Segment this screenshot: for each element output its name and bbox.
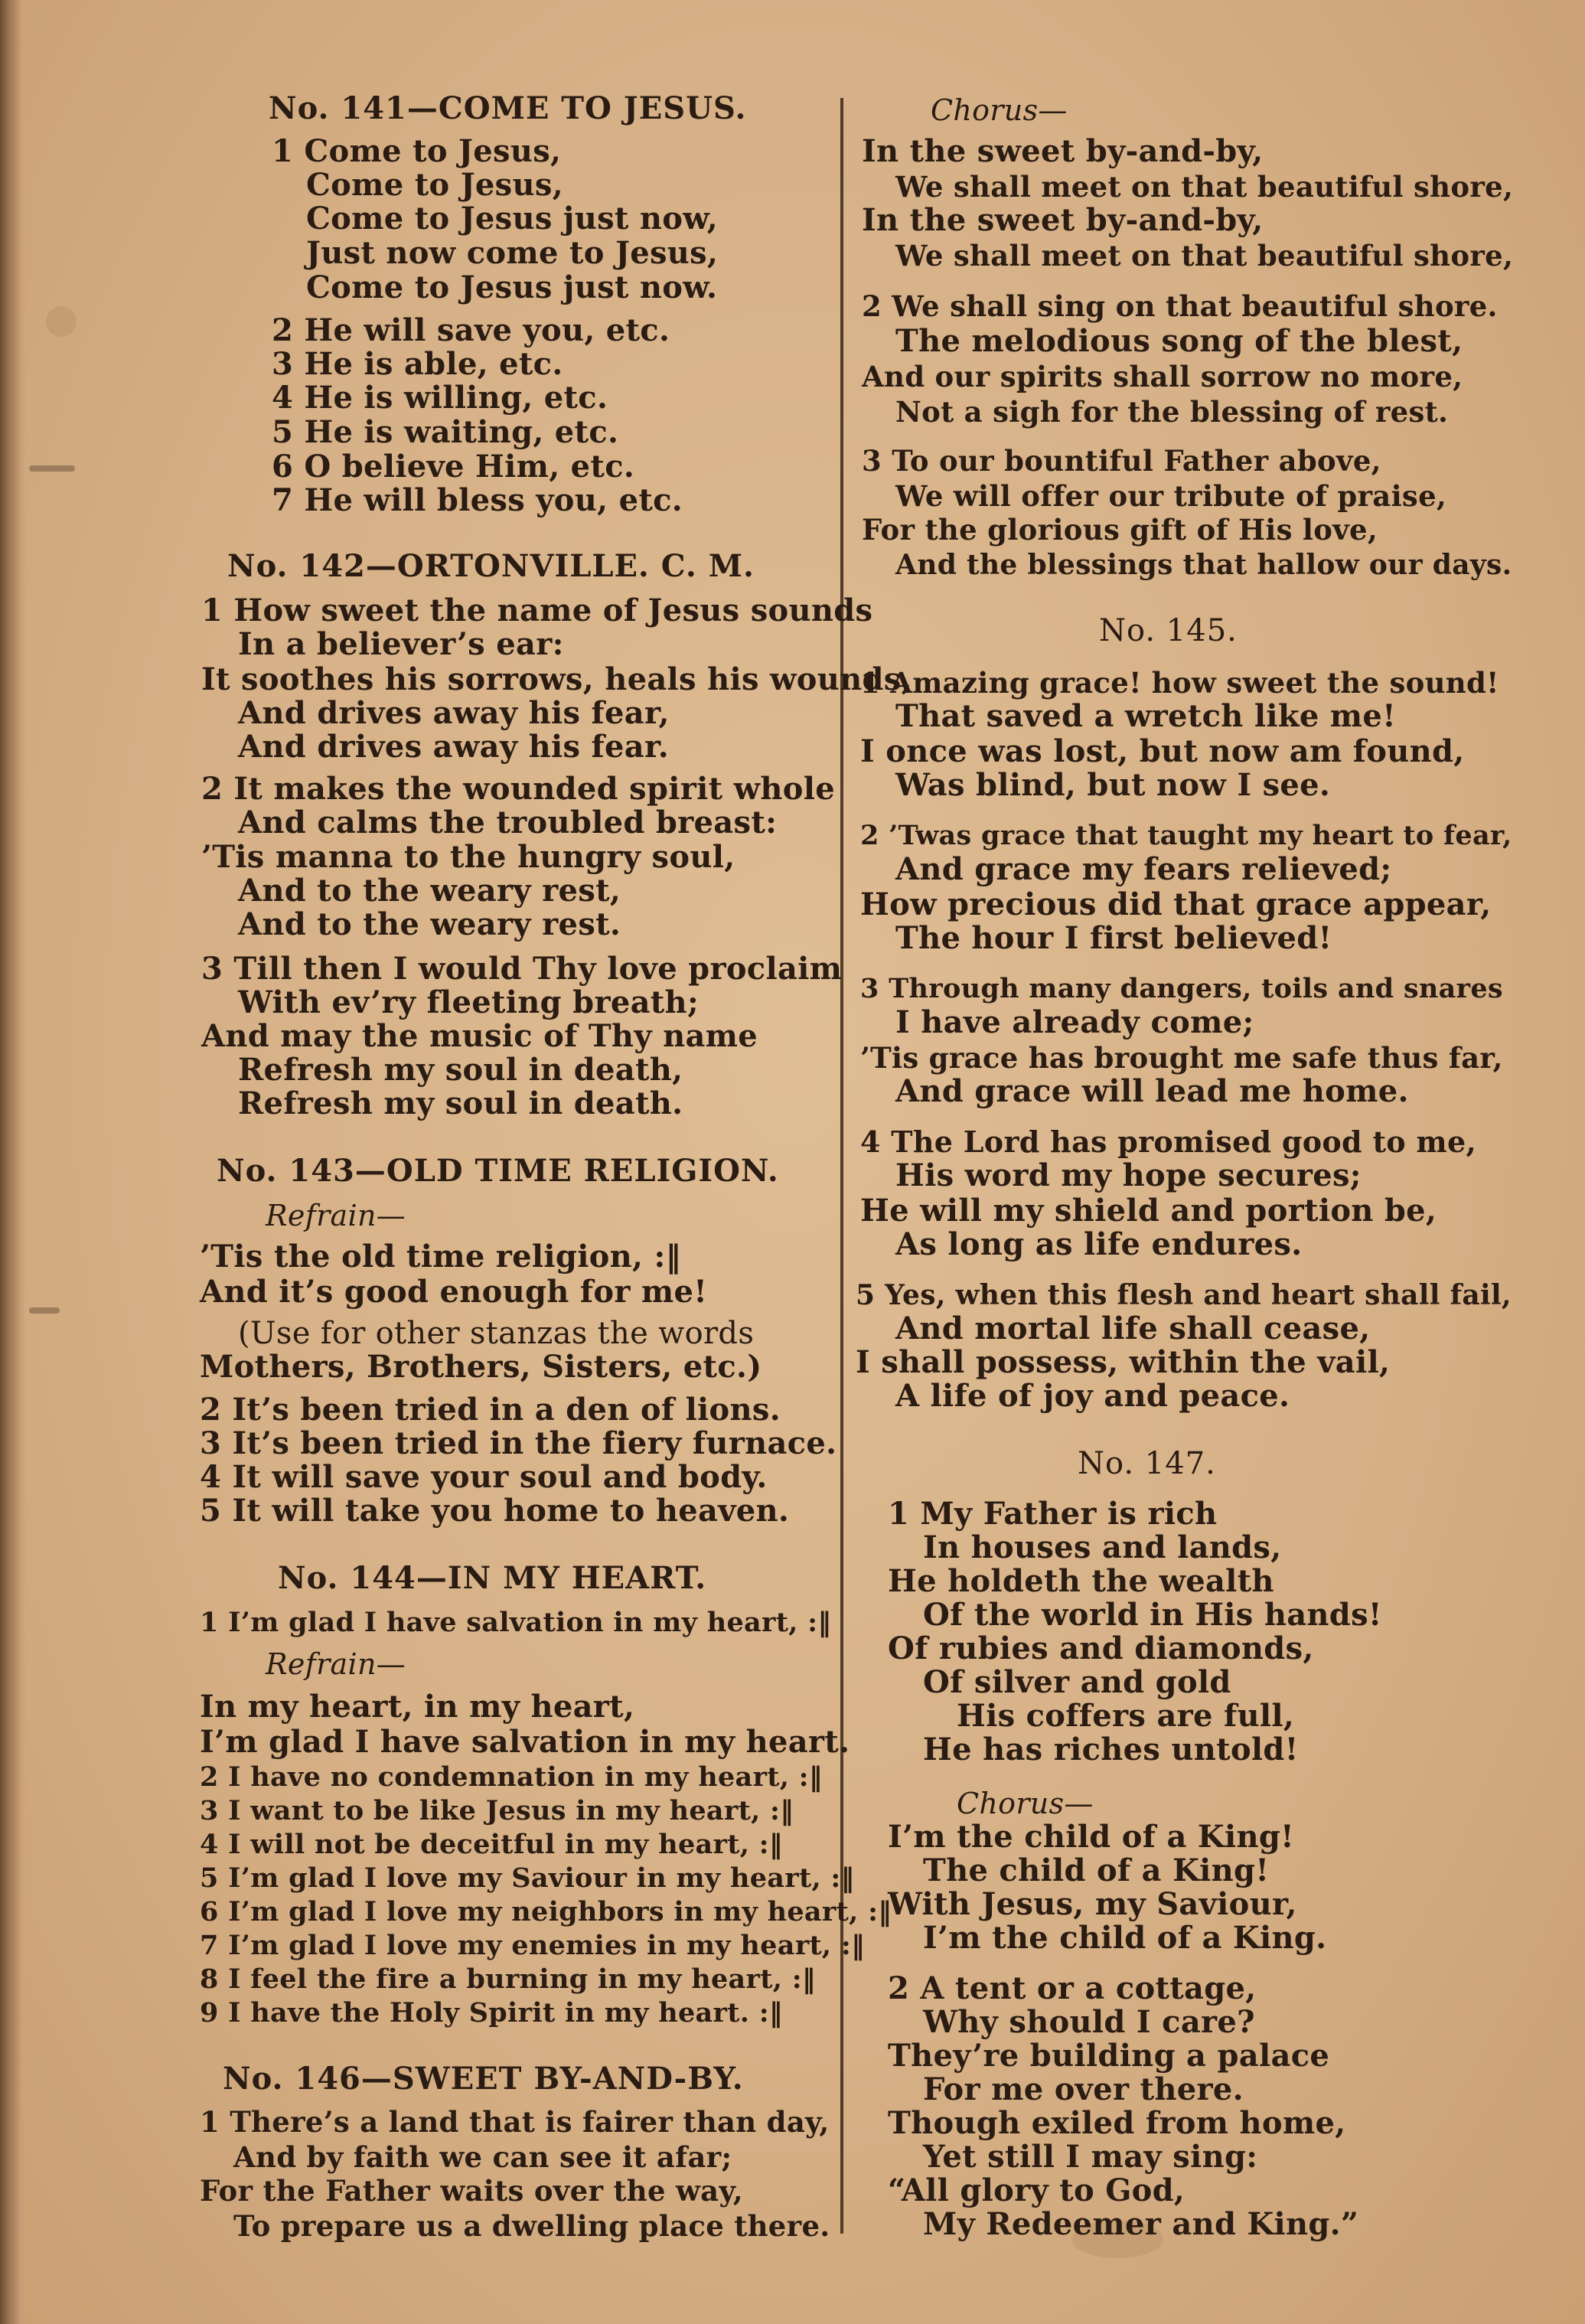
hymn-line: 4 I will not be deceitful in my heart, :‖ <box>200 1829 783 1860</box>
hymn-line: In the sweet by-and-by, <box>862 133 1264 169</box>
hymn-line: And by faith we can see it afar; <box>233 2140 732 2174</box>
hymn-line: 3 He is able, etc. <box>272 346 563 382</box>
hymn-line: His coffers are full, <box>957 1698 1295 1734</box>
hymn-line: And may the music of Thy name <box>201 1018 758 1054</box>
hymn-line: 2 He will save you, etc. <box>272 312 670 348</box>
page-mark <box>29 1307 60 1314</box>
hymn-line: 2 It’s been tried in a den of lions. <box>200 1392 781 1428</box>
hymn-line: He holdeth the wealth <box>888 1563 1274 1599</box>
hymn-line: I’m glad I have salvation in my heart. <box>200 1724 850 1760</box>
hymn-line: “All glory to God, <box>888 2172 1185 2208</box>
hymn-141-title: No. 141—COME TO JESUS. <box>269 90 747 126</box>
hymn-line: They’re building a palace <box>888 2038 1330 2074</box>
hymn-note: (Use for other stanzas the words <box>238 1316 755 1351</box>
chorus-label: Chorus— <box>931 93 1068 127</box>
hymn-line: 5 He is waiting, etc. <box>272 414 619 450</box>
paper-stain <box>46 306 77 337</box>
hymn-line: Come to Jesus just now, <box>306 201 718 237</box>
hymn-line: For the Father waits over the way, <box>200 2174 743 2208</box>
hymn-line: And mortal life shall cease, <box>895 1311 1371 1346</box>
refrain-label: Refrain— <box>266 1647 406 1681</box>
hymn-line: ’Tis manna to the hungry soul, <box>201 839 735 875</box>
refrain-label: Refrain— <box>266 1199 406 1232</box>
hymn-147-title: No. 147. <box>1078 1446 1216 1481</box>
hymn-line: ’Tis grace has brought me safe thus far, <box>860 1041 1503 1075</box>
hymn-line: 3 I want to be like Jesus in my heart, :‖ <box>200 1795 794 1826</box>
hymn-line: 9 I have the Holy Spirit in my heart. :‖ <box>200 1997 783 2029</box>
hymn-line: Why should I care? <box>923 2004 1255 2040</box>
hymn-line: A life of joy and peace. <box>895 1378 1290 1414</box>
hymn-145-title: No. 145. <box>1099 613 1238 648</box>
hymn-line: Just now come to Jesus, <box>306 235 719 271</box>
hymn-line: 3 It’s been tried in the fiery furnace. <box>200 1425 837 1461</box>
hymn-line: Of the world in His hands! <box>923 1597 1382 1633</box>
hymn-line: In houses and lands, <box>923 1529 1282 1565</box>
hymn-line: Of rubies and diamonds, <box>888 1630 1314 1666</box>
hymn-line: 6 I’m glad I love my neighbors in my heart, :‖ <box>200 1896 892 1927</box>
hymn-line: Refresh my soul in death, <box>238 1052 683 1088</box>
hymn-line: Not a sigh for the blessing of rest. <box>895 395 1449 429</box>
hymn-line: And calms the troubled breast: <box>238 805 778 840</box>
hymn-143-title: No. 143—OLD TIME RELIGION. <box>217 1153 779 1189</box>
hymn-line: Was blind, but now I see. <box>895 767 1331 803</box>
hymn-line: 2 We shall sing on that beautiful shore. <box>862 289 1498 323</box>
hymn-line: 1 Come to Jesus, <box>272 133 562 169</box>
hymn-line: In the sweet by-and-by, <box>862 202 1264 238</box>
hymn-line: 3 To our bountiful Father above, <box>862 444 1381 478</box>
hymn-line: The melodious song of the blest, <box>895 323 1463 359</box>
book-spine-edge <box>0 0 26 2324</box>
hymn-line: I’m the child of a King! <box>888 1819 1294 1855</box>
chorus-label: Chorus— <box>957 1787 1094 1820</box>
hymn-line: As long as life endures. <box>895 1226 1303 1262</box>
hymn-line: For the glorious gift of His love, <box>862 513 1378 547</box>
hymn-line: 2 ’Twas grace that taught my heart to fear, <box>860 820 1512 851</box>
hymn-line: We will offer our tribute of praise, <box>895 479 1447 513</box>
hymn-line: And grace will lead me home. <box>895 1073 1409 1109</box>
hymn-line: 3 Till then I would Thy love proclaim <box>201 951 843 987</box>
hymn-line: I once was lost, but now am found, <box>860 733 1465 769</box>
hymn-line: Come to Jesus, <box>306 167 563 203</box>
hymn-note: Mothers, Brothers, Sisters, etc.) <box>200 1349 762 1385</box>
hymn-142-title: No. 142—ORTONVILLE. C. M. <box>227 548 755 584</box>
hymn-line: For me over there. <box>923 2071 1244 2107</box>
hymn-line: 2 It makes the wounded spirit whole <box>201 771 835 807</box>
hymn-line: 6 O believe Him, etc. <box>272 449 635 485</box>
hymn-line: And drives away his fear, <box>238 695 670 731</box>
hymn-line: 4 It will save your soul and body. <box>200 1459 768 1495</box>
hymn-line: How precious did that grace appear, <box>860 886 1492 922</box>
hymn-144-title: No. 144—IN MY HEART. <box>278 1560 707 1596</box>
hymn-line: And to the weary rest, <box>238 873 621 909</box>
hymn-line: To prepare us a dwelling place there. <box>233 2209 830 2243</box>
hymn-line: 3 Through many dangers, toils and snares <box>860 973 1503 1004</box>
hymn-line: In my heart, in my heart, <box>200 1689 635 1725</box>
hymn-line: The hour I first believed! <box>895 920 1332 956</box>
hymn-line: We shall meet on that beautiful shore, <box>895 170 1514 204</box>
hymn-line: 5 It will take you home to heaven. <box>200 1493 790 1529</box>
hymn-line: 1 There’s a land that is fairer than day, <box>200 2105 830 2139</box>
hymn-line: 2 A tent or a cottage, <box>888 1970 1257 2006</box>
hymn-line: He will my shield and portion be, <box>860 1193 1437 1229</box>
hymn-line: I’m the child of a King. <box>923 1920 1327 1956</box>
hymn-line: 4 He is willing, etc. <box>272 380 608 416</box>
hymn-line: I shall possess, within the vail, <box>856 1344 1391 1380</box>
hymn-line: His word my hope secures; <box>895 1157 1362 1193</box>
hymn-line: The child of a King! <box>923 1852 1270 1888</box>
hymn-line: 7 I’m glad I love my enemies in my heart, :‖ <box>200 1930 865 1961</box>
hymn-line: 1 I’m glad I have salvation in my heart, :‖ <box>200 1607 832 1638</box>
hymn-line: And grace my fears relieved; <box>895 851 1392 887</box>
hymn-line: In a believer’s ear: <box>238 626 564 662</box>
hymn-line: 5 I’m glad I love my Saviour in my heart, :‖ <box>200 1862 855 1894</box>
hymn-line: Of silver and gold <box>923 1664 1231 1700</box>
hymn-line: And the blessings that hallow our days. <box>895 549 1512 581</box>
hymn-line: That saved a wretch like me! <box>895 698 1397 734</box>
hymn-line: I have already come; <box>895 1004 1254 1040</box>
hymn-line: ’Tis the old time religion, :‖ <box>200 1239 681 1275</box>
hymn-line: He has riches untold! <box>923 1732 1299 1767</box>
hymn-line: And drives away his fear. <box>238 729 669 765</box>
hymn-line: 7 He will bless you, etc. <box>272 482 683 518</box>
hymn-line: We shall meet on that beautiful shore, <box>895 239 1514 273</box>
hymn-line: Though exiled from home, <box>888 2105 1346 2141</box>
hymn-line: Yet still I may sing: <box>923 2139 1258 2175</box>
hymn-line: With ev’ry fleeting breath; <box>238 984 700 1020</box>
hymn-line: 5 Yes, when this flesh and heart shall fail, <box>856 1279 1512 1311</box>
hymn-line: Refresh my soul in death. <box>238 1085 683 1121</box>
page-mark <box>29 465 75 472</box>
hymn-line: And our spirits shall sorrow no more, <box>862 360 1463 393</box>
hymn-line: 4 The Lord has promised good to me, <box>860 1124 1476 1159</box>
hymn-line: 1 My Father is rich <box>888 1496 1218 1532</box>
hymn-146-title: No. 146—SWEET BY-AND-BY. <box>223 2061 744 2097</box>
hymn-line: With Jesus, my Saviour, <box>888 1886 1297 1922</box>
hymn-line: My Redeemer and King.” <box>923 2206 1359 2242</box>
hymn-line: 2 I have no condemnation in my heart, :‖ <box>200 1761 823 1793</box>
hymn-line: Come to Jesus just now. <box>306 269 718 305</box>
hymn-line: 1 Amazing grace! how sweet the sound! <box>860 666 1499 700</box>
hymn-line: It soothes his sorrows, heals his wounds, <box>201 661 912 697</box>
hymn-line: 8 I feel the fire a burning in my heart, :‖ <box>200 1963 816 1995</box>
hymn-line: And to the weary rest. <box>238 906 621 942</box>
hymn-line: 1 How sweet the name of Jesus sounds <box>201 592 873 628</box>
hymn-line: And it’s good enough for me! <box>200 1274 708 1310</box>
